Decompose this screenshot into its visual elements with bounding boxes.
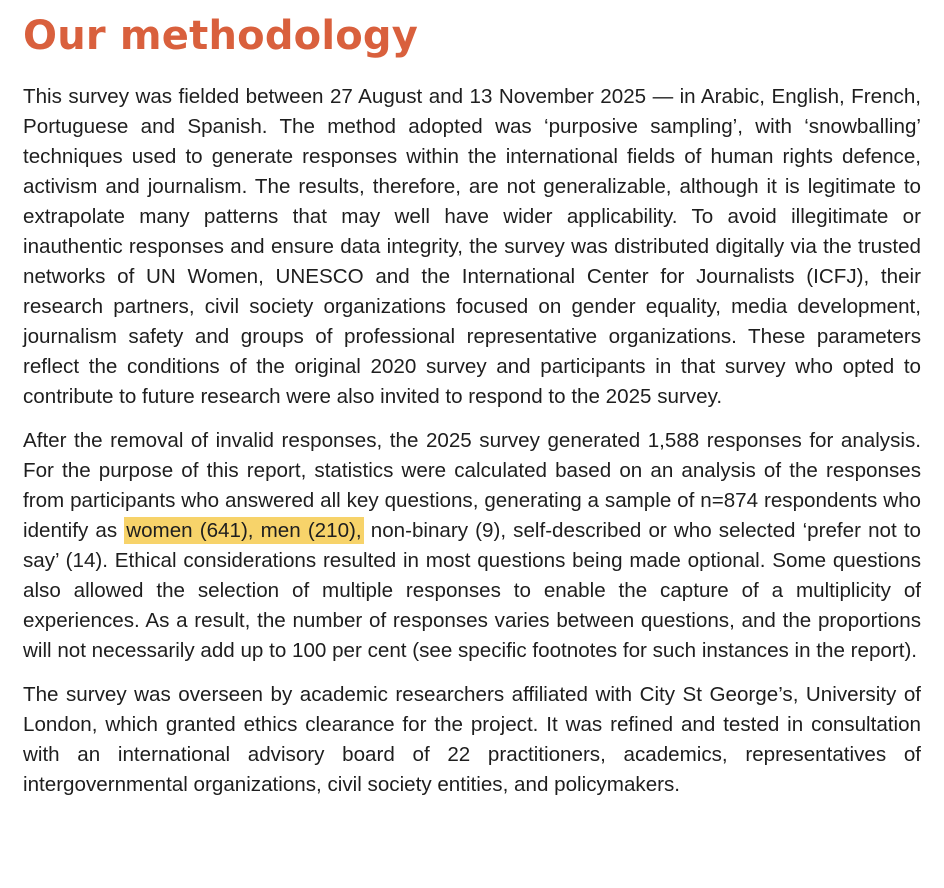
paragraph-sample (23, 426, 921, 666)
paragraph-sample-text-before: After the removal of invalid responses, the 2025 survey generated 1,588 responses for analysis. For the purpose of this report, statistics were calculated based on an analysis of the responses from participants who answered all key questions, generating a sample of n=874 respondents who identify as (23, 429, 921, 542)
paragraph-sample-text-after: non-binary (9), self-described or who selected ‘prefer not to say’ (14). Ethical considerations resulted in most questions being made optional. Some questions also allowed the selection of multiple responses to enable the capture of a multiplicity of experiences. As a result, the number of responses varies between questions, and the proportions will not necessarily add up to 100 per cent (see specific footnotes for such instances in the report). (23, 519, 921, 662)
paragraph-survey-fielding: This survey was fielded between 27 August and 13 November 2025 — in Arabic, English, French, Portuguese and Spanish. The method adopted was ‘purposive sampling’, with ‘snowballing’ techniques used to generate responses within the international fields of human rights defence, activism and journalism. The results, therefore, are not generalizable, although it is legitimate to extrapolate many patterns that may well have wider applicability. To avoid illegitimate or inauthentic responses and ensure data integrity, the survey was distributed digitally via the trusted networks of UN Women, UNESCO and the International Center for Journalists (ICFJ), their research partners, civil society organizations focused on gender equality, media development, journalism safety and groups of professional representative organizations. These parameters reflect the conditions of the original 2020 survey and participants in that survey who opted to contribute to future research were also invited to respond to the 2025 survey. (23, 85, 921, 408)
paragraph-oversight: The survey was overseen by academic researchers affiliated with City St George’s, University of London, which granted ethics clearance for the project. It was refined and tested in consultation with an international advisory board of 22 practitioners, academics, representatives of intergovernmental organizations, civil society entities, and policymakers. (23, 683, 921, 796)
highlighted-text: women (641), men (210), (126, 519, 362, 542)
page-title: Our methodology (23, 13, 419, 59)
